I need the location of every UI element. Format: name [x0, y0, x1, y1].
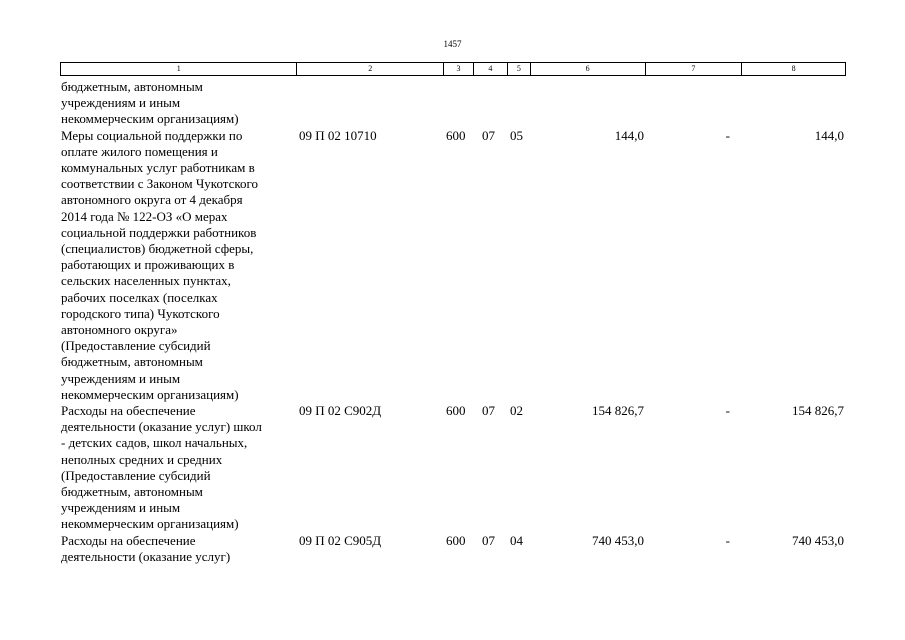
amount-col-7: - [725, 127, 730, 143]
budget-code [297, 79, 444, 128]
subsection-code: 05 [510, 127, 523, 143]
description-line: социальной поддержки работников [61, 224, 257, 240]
description-line: работающих и проживающих в [61, 257, 235, 273]
table-row [60, 533, 846, 565]
description-line: сельских населенных пунктах, [61, 273, 231, 289]
description-line: Расходы на обеспечение [61, 532, 196, 548]
description-line: деятельности (оказание услуг) школ [61, 419, 262, 435]
expense-type-code: 600 [446, 127, 466, 143]
column-number-1: 1 [61, 63, 297, 75]
description-line: учреждениям и иным [61, 370, 181, 386]
subsection-code: 02 [510, 403, 523, 419]
table-column-header [60, 62, 846, 76]
column-number-7: 7 [646, 63, 743, 75]
section-code [474, 79, 508, 128]
amount-col-6 [531, 79, 646, 128]
description-line: (Предоставление субсидий [61, 467, 211, 483]
description-line: - детских садов, школ начальных, [61, 435, 248, 451]
description-line: бюджетным, автономным [61, 484, 203, 500]
amount-col-6: 154 826,7 [592, 403, 644, 419]
budget-code: 09 П 02 С902Д [299, 403, 382, 419]
description-line: коммунальных услуг работникам в [61, 160, 255, 176]
description-line: некоммерческим организациям) [61, 386, 239, 402]
row-description [60, 533, 297, 565]
column-number-3: 3 [444, 63, 474, 75]
description-line: бюджетным, автономным [61, 79, 203, 94]
table-row [60, 128, 846, 403]
amount-col-7: - [725, 403, 730, 419]
description-line: учреждениям и иным [61, 500, 181, 516]
row-description [60, 79, 297, 128]
expense-type-code: 600 [446, 532, 466, 548]
description-line: Меры социальной поддержки по [61, 127, 243, 143]
amount-col-7: - [725, 532, 730, 548]
description-line: учреждениям и иным [61, 95, 181, 111]
budget-code: 09 П 02 10710 [299, 127, 377, 143]
description-line: Расходы на обеспечение [61, 403, 196, 419]
expense-type-code [444, 79, 474, 128]
column-number-6: 6 [531, 63, 646, 75]
description-line: некоммерческим организациям) [61, 111, 239, 127]
description-line: автономного округа» [61, 322, 178, 338]
description-line: соответствии с Законом Чукотского [61, 176, 259, 192]
amount-col-6: 740 453,0 [592, 532, 644, 548]
budget-table-body [60, 79, 846, 565]
amount-col-8 [743, 79, 846, 128]
description-line: автономного округа от 4 декабря [61, 192, 243, 208]
row-description [60, 403, 297, 533]
column-number-2: 2 [297, 63, 444, 75]
description-line: рабочих поселках (поселках [61, 289, 218, 305]
table-row [60, 403, 846, 533]
description-line: оплате жилого помещения и [61, 143, 218, 159]
table-row [60, 79, 846, 128]
description-line: некоммерческим организациям) [61, 516, 239, 532]
description-line: бюджетным, автономным [61, 354, 203, 370]
row-description [60, 128, 297, 403]
amount-col-7 [646, 79, 743, 128]
description-line: (Предоставление субсидий [61, 338, 211, 354]
column-number-8: 8 [791, 64, 796, 73]
section-code: 07 [482, 127, 495, 143]
description-line: городского типа) Чукотского [61, 305, 220, 321]
subsection-code [508, 79, 531, 128]
description-line: (специалистов) бюджетной сферы, [61, 241, 254, 257]
page-number: 1457 [443, 39, 462, 49]
subsection-code: 04 [510, 532, 523, 548]
amount-col-8: 740 453,0 [792, 532, 844, 548]
description-line: 2014 года № 122-ОЗ «О мерах [61, 208, 228, 224]
budget-code: 09 П 02 С905Д [299, 532, 382, 548]
section-code: 07 [482, 532, 495, 548]
amount-col-6: 144,0 [614, 127, 644, 143]
description-line: деятельности (оказание услуг) [61, 548, 231, 564]
expense-type-code: 600 [446, 403, 466, 419]
column-number-4: 4 [474, 63, 508, 75]
amount-col-8: 154 826,7 [792, 403, 844, 419]
section-code: 07 [482, 403, 495, 419]
amount-col-8: 144,0 [814, 127, 844, 143]
column-number-5: 5 [508, 63, 531, 75]
description-line: неполных средних и средних [61, 451, 223, 467]
